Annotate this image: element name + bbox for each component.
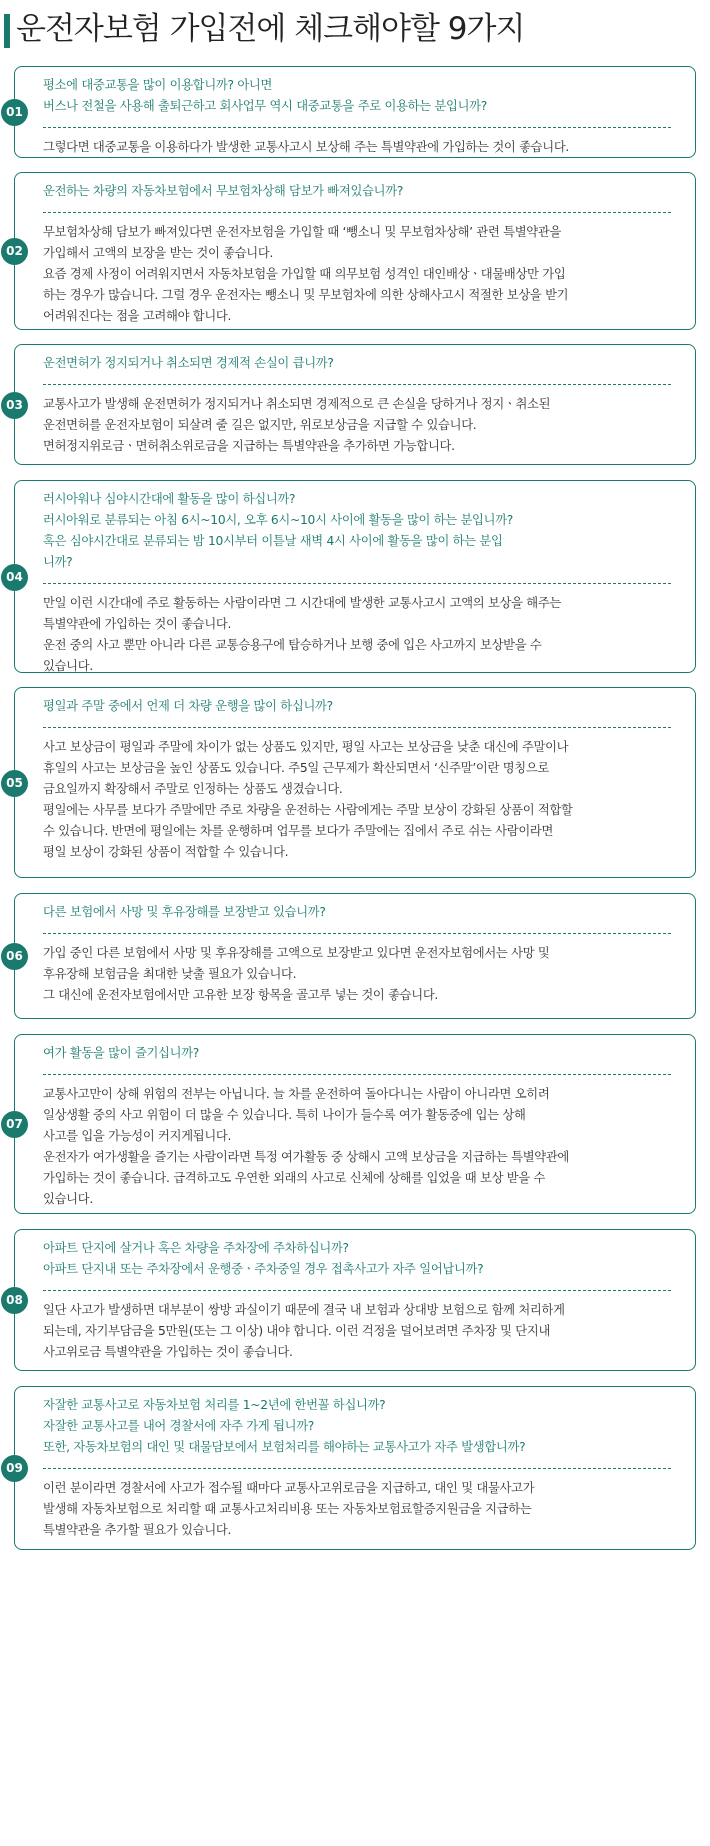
dashed-divider [43,1468,671,1469]
question-line: 평일과 주말 중에서 언제 더 차량 운행을 많이 하십니까? [43,699,333,713]
answer-line: 가입해서 고액의 보장을 받는 것이 좋습니다. [43,246,274,260]
answer-line: 무보험차상해 담보가 빠져있다면 운전자보험을 가입할 때 ‘뺑소니 및 무보험차상해’ 관련 특별약관을 [43,225,562,239]
question-line: 버스나 전철을 사용해 출퇴근하고 회사업무 역시 대중교통을 주로 이용하는 분입니까? [43,99,487,113]
question-line: 여가 활동을 많이 즐기십니까? [43,1046,199,1060]
answer [43,593,671,677]
question [43,902,671,923]
answer [43,1478,671,1541]
dashed-divider [43,127,671,128]
checklist-card-04 [6,480,696,673]
answer-line: 있습니다. [43,659,93,673]
question-line: 자잘한 교통사고로 자동차보험 처리를 1~2년에 한번꼴 하십니까? [43,1398,386,1412]
answer-line: 가입하는 것이 좋습니다. 급격하고도 우연한 외래의 사고로 신체에 상해를 입었을 때 보상 받을 수 [43,1171,546,1185]
answer-line: 그렇다면 대중교통을 이용하다가 발생한 교통사고시 보상해 주는 특별약관에 가입하는 것이 좋습니다. [43,140,570,154]
question [43,1043,671,1064]
checklist-card-07 [6,1034,696,1214]
answer-line: 운전자가 여가생활을 즐기는 사람이라면 특정 여가활동 중 상해시 고액 보상금을 지급하는 특별약관에 [43,1150,570,1164]
number-badge: 07 [1,1111,28,1138]
title-accent-bar [4,14,10,48]
answer-line: 사고위로금 특별약관을 가입하는 것이 좋습니다. [43,1345,293,1359]
answer [43,1084,671,1210]
question-line: 또한, 자동차보험의 대인 및 대물담보에서 보험처리를 해야하는 교통사고가 자주 발생합니까? [43,1440,526,1454]
answer-line: 되는데, 자기부담금을 5만원(또는 그 이상) 내야 합니다. 이런 걱정을 덜어보려면 주차장 및 단지내 [43,1324,551,1338]
answer-line: 그 대신에 운전자보험에서만 고유한 보장 항목을 골고루 넣는 것이 좋습니다. [43,988,439,1002]
question [43,353,671,374]
answer-line: 휴일의 사고는 보상금을 높인 상품도 있습니다. 주5일 근무제가 확산되면서 ‘신주말’이란 명칭으로 [43,761,550,775]
answer-line: 금요일까지 확장해서 주말로 인정하는 상품도 생겼습니다. [43,782,343,796]
answer-line: 일상생활 중의 사고 위험이 더 많을 수 있습니다. 특히 나이가 들수록 여가 활동중에 입는 상해 [43,1108,526,1122]
question-line: 혹은 심야시간대로 분류되는 밤 10시부터 이튿날 새벽 4시 사이에 활동을 많이 하는 분입 [43,534,503,548]
dashed-divider [43,384,671,385]
answer-line: 요즘 경제 사정이 어려워지면서 자동차보험을 가입할 때 의무보험 성격인 대인배상ㆍ대물배상만 가입 [43,267,566,281]
question-line: 아파트 단지에 살거나 혹은 차량을 주차장에 주차하십니까? [43,1241,349,1255]
answer-line: 면허정지위로금ㆍ면허취소위로금을 지급하는 특별약관을 추가하면 가능합니다. [43,439,455,453]
answer [43,137,671,158]
question-line: 러시아워로 분류되는 아침 6시~10시, 오후 6시~10시 사이에 활동을 많이 하는 분입니까? [43,513,514,527]
dashed-divider [43,727,671,728]
answer-line: 교통사고가 발생해 운전면허가 정지되거나 취소되면 경제적으로 큰 손실을 당하거나 정지ㆍ취소된 [43,397,551,411]
number-badge: 02 [1,238,28,265]
page-title: 운전자보험 가입전에 체크해야할 9가지 [16,11,525,47]
answer-line: 특별약관에 가입하는 것이 좋습니다. [43,617,232,631]
number-badge: 09 [1,1455,28,1482]
checklist-card-02 [6,172,696,330]
dashed-divider [43,212,671,213]
answer [43,1300,671,1363]
number-badge: 06 [1,943,28,970]
answer-line: 후유장해 보험금을 최대한 낮출 필요가 있습니다. [43,967,297,981]
question [43,1238,671,1280]
question-line: 운전하는 차량의 자동차보험에서 무보험차상해 담보가 빠져있습니까? [43,184,404,198]
question-line: 다른 보험에서 사망 및 후유장해를 보장받고 있습니까? [43,905,326,919]
answer-line: 사고를 입을 가능성이 커지게됩니다. [43,1129,232,1143]
number-badge: 08 [1,1287,28,1314]
question [43,75,671,117]
answer-line: 수 있습니다. 반면에 평일에는 차를 운행하며 업무를 보다가 주말에는 집에서 주로 쉬는 사람이라면 [43,824,554,838]
page-header [0,0,710,56]
question-line: 러시아워나 심야시간대에 활동을 많이 하십니까? [43,492,296,506]
answer-line: 평일 보상이 강화된 상품이 적합할 수 있습니다. [43,845,289,859]
checklist-card-09 [6,1386,696,1550]
checklist-card-05 [6,687,696,878]
dashed-divider [43,1290,671,1291]
answer [43,394,671,457]
checklist-card-08 [6,1229,696,1371]
answer-line: 어려워진다는 점을 고려해야 합니다. [43,309,232,323]
dashed-divider [43,1074,671,1075]
answer-line: 만일 이런 시간대에 주로 활동하는 사람이라면 그 시간대에 발생한 교통사고시 고액의 보상을 해주는 [43,596,562,610]
number-badge: 04 [1,564,28,591]
answer-line: 이런 분이라면 경찰서에 사고가 접수될 때마다 교통사고위로금을 지급하고, 대인 및 대물사고가 [43,1481,535,1495]
dashed-divider [43,583,671,584]
question-line: 니까? [43,555,73,569]
answer-line: 특별약관을 추가할 필요가 있습니다. [43,1523,232,1537]
checklist-card-03 [6,344,696,465]
checklist-card-06 [6,893,696,1019]
checklist-card-01 [6,66,696,158]
answer-line: 운전 중의 사고 뿐만 아니라 다른 교통승용구에 탑승하거나 보행 중에 입은 사고까지 보상받을 수 [43,638,542,652]
answer [43,737,671,863]
number-badge: 03 [1,392,28,419]
answer-line: 발생해 자동차보험으로 처리할 때 교통사고처리비용 또는 자동차보험료할증지원금을 지급하는 [43,1502,532,1516]
answer-line: 일단 사고가 발생하면 대부분이 쌍방 과실이기 때문에 결국 내 보험과 상대방 보험으로 함께 처리하게 [43,1303,565,1317]
answer-line: 가입 중인 다른 보험에서 사망 및 후유장해를 고액으로 보장받고 있다면 운전자보험에서는 사망 및 [43,946,550,960]
dashed-divider [43,933,671,934]
answer-line: 평일에는 사무를 보다가 주말에만 주로 차량을 운전하는 사람에게는 주말 보상이 강화된 상품이 적합할 [43,803,573,817]
question [43,696,671,717]
answer-line: 사고 보상금이 평일과 주말에 차이가 없는 상품도 있지만, 평일 사고는 보상금을 낮춘 대신에 주말이나 [43,740,569,754]
answer-line: 있습니다. [43,1192,93,1206]
answer-line: 운전면허를 운전자보험이 되살려 줄 길은 없지만, 위로보상금을 지급할 수 있습니다. [43,418,477,432]
number-badge: 01 [1,99,28,126]
answer-line: 하는 경우가 많습니다. 그럴 경우 운전자는 뺑소니 및 무보험차에 의한 상해사고시 적절한 보상을 받기 [43,288,569,302]
answer [43,222,671,327]
answer [43,943,671,1006]
question-line: 평소에 대중교통을 많이 이용합니까? 아니면 [43,78,273,92]
question-line: 자잘한 교통사고를 내어 경찰서에 자주 가게 됩니까? [43,1419,315,1433]
number-badge: 05 [1,770,28,797]
question [43,181,671,202]
question-line: 아파트 단지내 또는 주차장에서 운행중ㆍ주차중일 경우 접촉사고가 자주 일어납니까? [43,1262,484,1276]
answer-line: 교통사고만이 상해 위험의 전부는 아닙니다. 늘 차를 운전하여 돌아다니는 사람이 아니라면 오히려 [43,1087,550,1101]
question [43,1395,671,1458]
question [43,489,671,573]
question-line: 운전면허가 정지되거나 취소되면 경제적 손실이 큽니까? [43,356,334,370]
